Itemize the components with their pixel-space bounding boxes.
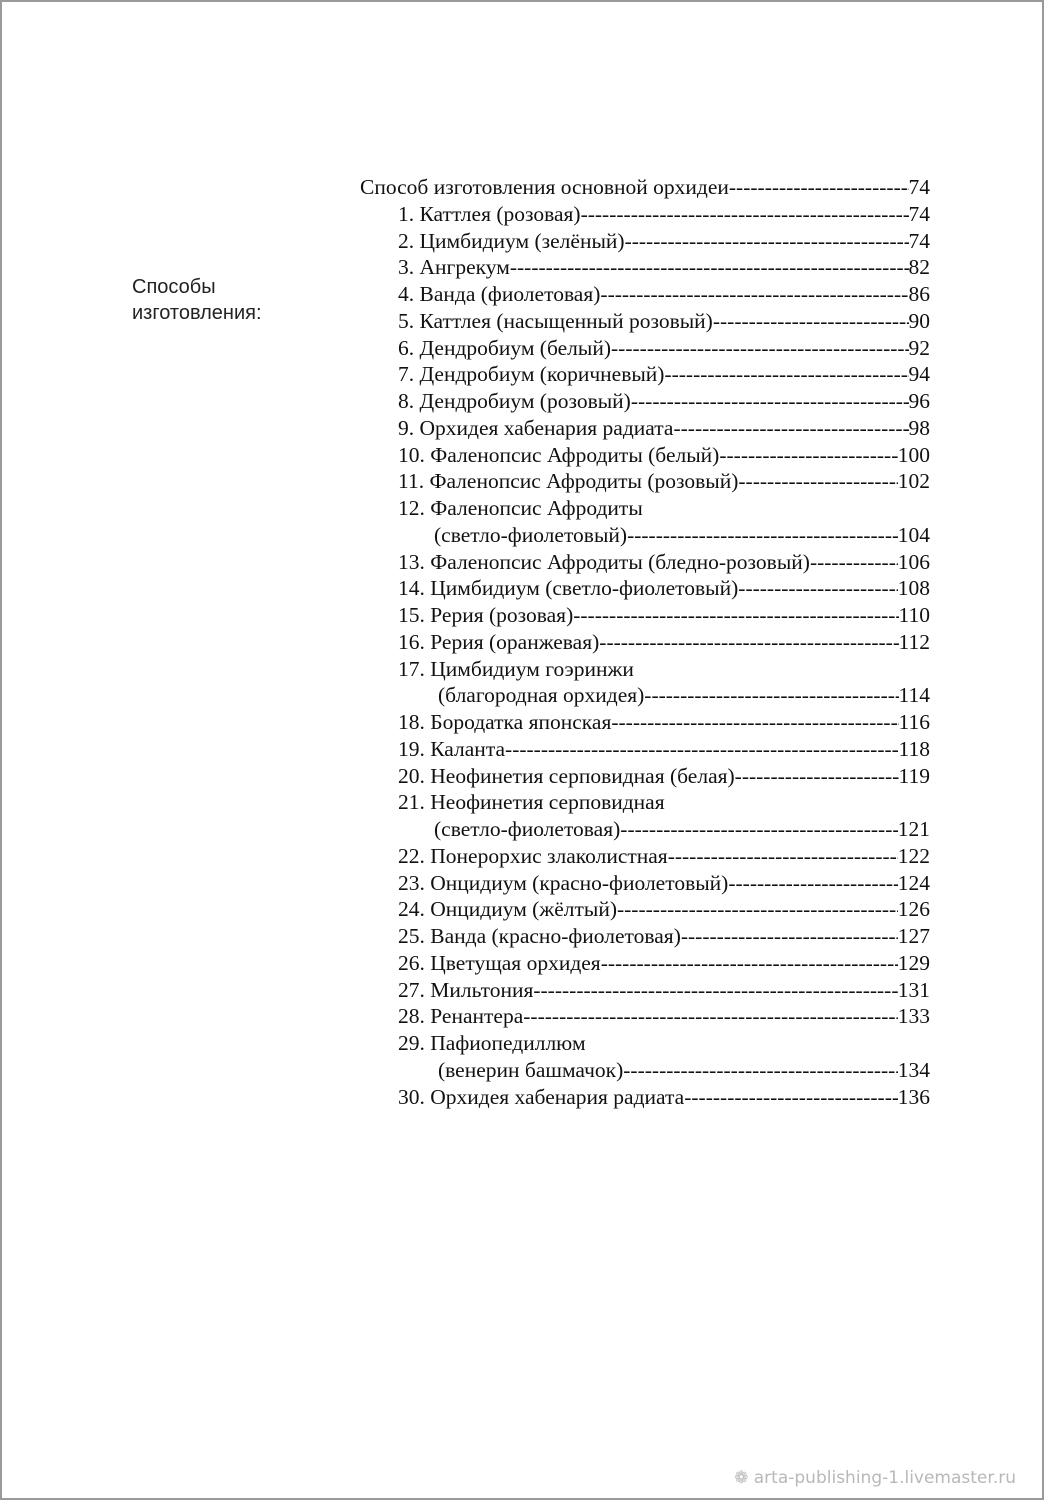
leader-dots: [735, 763, 899, 790]
watermark: [734, 1468, 1016, 1488]
leader-dots: [623, 1057, 897, 1084]
toc-entry-page: 127: [897, 924, 930, 948]
toc-entry-text: 17. Цимбидиум гоэринжи: [398, 656, 634, 681]
toc-entry-text: 6. Дендробиум (белый): [398, 335, 612, 360]
toc-entry-text: 28. Ренантера: [398, 1004, 524, 1029]
gear-icon: ❁: [734, 1468, 749, 1488]
toc-entry-continuation: [360, 682, 930, 709]
toc-entry: [360, 896, 930, 923]
leader-dots: [611, 709, 898, 736]
toc-entry-page: 126: [897, 897, 930, 922]
table-of-contents: [360, 174, 930, 1110]
leader-dots: [729, 174, 909, 201]
leader-dots: [713, 308, 909, 335]
watermark-text: arta-publishing-1.livemaster.ru: [753, 1468, 1016, 1488]
leader-dots: [581, 201, 909, 228]
toc-entry-text: 3. Ангрекум: [398, 255, 510, 280]
toc-entry: [360, 1084, 930, 1111]
toc-entry-page: 74: [908, 201, 930, 226]
toc-entry-text: 20. Неофинетия серповидная (белая): [398, 763, 735, 788]
toc-entry-page: 90: [908, 308, 930, 333]
toc-entry: [360, 923, 930, 950]
leader-dots: [681, 923, 898, 950]
toc-entry-text: 12. Фаленопсис Афродиты: [398, 496, 643, 520]
leader-dots: [620, 816, 897, 843]
leader-dots: [573, 602, 898, 629]
toc-entry-page: 110: [898, 603, 930, 627]
toc-entry-page: 74: [908, 228, 930, 253]
toc-entry-text: 21. Неофинетия серповидная: [398, 790, 665, 815]
toc-entry-page: 118: [898, 736, 930, 761]
leader-dots: [673, 415, 908, 442]
toc-entry-text: 8. Дендробиум (розовый): [398, 389, 631, 413]
toc-entry-text: 27. Мильтония: [398, 977, 534, 1002]
toc-entry-page: 112: [898, 629, 930, 654]
leader-dots: [600, 281, 908, 308]
toc-entry-page: 94: [908, 362, 930, 387]
toc-heading-text: Способ изготовления основной орхидеи: [360, 175, 729, 199]
toc-entry-text: 9. Орхидея хабенария радиата: [398, 415, 674, 440]
toc-entry-text: 24. Онцидиум (жёлтый): [398, 897, 617, 922]
leader-dots: [810, 549, 898, 576]
leader-dots: [631, 388, 909, 415]
leader-dots: [510, 254, 909, 281]
leader-dots: [611, 335, 908, 362]
toc-entry-continuation: [360, 1057, 930, 1084]
toc-entry: [360, 281, 930, 308]
toc-entry-text: 1. Каттлея (розовая): [398, 201, 581, 226]
toc-entry-page: 114: [898, 683, 930, 708]
toc-entry-page: 82: [908, 255, 930, 280]
toc-entry-cont-text: (светло-фиолетовая): [434, 817, 621, 841]
toc-entry: [360, 843, 930, 870]
toc-entry: [360, 201, 930, 228]
toc-entry-continuation: [360, 522, 930, 549]
toc-entry-page: 116: [898, 710, 930, 734]
leader-dots: [505, 736, 899, 763]
toc-entry: [360, 388, 930, 415]
toc-entry: [360, 361, 930, 388]
leader-dots: [719, 442, 897, 469]
toc-entry-text: 5. Каттлея (насыщенный розовый): [398, 308, 713, 333]
section-label-line: Способы: [132, 276, 216, 298]
toc-entry-page: 86: [908, 282, 930, 306]
leader-dots: [738, 575, 897, 602]
toc-entry-cont-text: (благородная орхидея): [438, 683, 645, 708]
leader-dots: [627, 522, 898, 549]
toc-entry-page: 102: [897, 469, 930, 494]
toc-entry: [360, 1030, 930, 1057]
toc-entry-page: 108: [897, 576, 930, 601]
toc-entry: [360, 442, 930, 469]
toc-entry-text: 19. Каланта: [398, 736, 506, 761]
leader-dots: [684, 1084, 898, 1111]
toc-entry-text: 18. Бородатка японская: [398, 710, 612, 734]
toc-entry-page: 129: [897, 950, 930, 975]
toc-entry-text: 7. Дендробиум (коричневый): [398, 362, 665, 387]
toc-entry: [360, 575, 930, 602]
toc-entry-text: 2. Цимбидиум (зелёный): [398, 228, 625, 253]
toc-entry: [360, 335, 930, 362]
toc-entry-page: 98: [908, 415, 930, 440]
toc-entry: [360, 415, 930, 442]
toc-heading-page: 74: [908, 175, 930, 199]
toc-entry-text: 26. Цветущая орхидея: [398, 950, 601, 975]
toc-entry-cont-text: (венерин башмачок): [438, 1057, 624, 1082]
leader-dots: [668, 843, 898, 870]
toc-entry-page: 106: [897, 549, 930, 574]
leader-dots: [599, 629, 898, 656]
section-label-line: изготовления:: [132, 302, 262, 324]
toc-entry-page: 121: [897, 817, 930, 841]
toc-entry: [360, 789, 930, 816]
leader-dots: [617, 896, 898, 923]
toc-entry-page: 122: [897, 843, 930, 868]
toc-entry: [360, 308, 930, 335]
toc-entry: [360, 977, 930, 1004]
toc-entry-page: 104: [897, 522, 930, 547]
toc-entry-text: 14. Цимбидиум (светло-фиолетовый): [398, 576, 739, 601]
toc-entry: [360, 709, 930, 736]
toc-entry-text: 29. Пафиопедиллюм: [398, 1031, 586, 1055]
toc-entry: [360, 1003, 930, 1030]
toc-entry-page: 119: [898, 763, 930, 788]
leader-dots: [664, 361, 908, 388]
toc-entry-page: 124: [897, 870, 930, 895]
toc-entry-page: 131: [897, 977, 930, 1002]
leader-dots: [533, 977, 897, 1004]
toc-entry-text: 10. Фаленопсис Афродиты (белый): [398, 442, 720, 467]
toc-entry-text: 4. Ванда (фиолетовая): [398, 282, 601, 306]
leader-dots: [625, 228, 909, 255]
toc-entry: [360, 468, 930, 495]
leader-dots: [738, 468, 897, 495]
toc-entry-page: 136: [897, 1084, 930, 1109]
leader-dots: [601, 950, 898, 977]
toc-entry: [360, 495, 930, 522]
toc-entry-text: 16. Рерия (оранжевая): [398, 629, 600, 654]
toc-entry-text: 22. Понерорхис злаколистная: [398, 843, 668, 868]
toc-entry-page: 96: [908, 389, 930, 413]
toc-entry-text: 15. Рерия (розовая): [398, 603, 574, 627]
leader-dots: [728, 870, 897, 897]
toc-entry: [360, 629, 930, 656]
toc-entry: [360, 763, 930, 790]
toc-entry: [360, 656, 930, 683]
toc-entry: [360, 549, 930, 576]
toc-entry-page: 92: [908, 335, 930, 360]
toc-entry: [360, 870, 930, 897]
toc-entry-text: 13. Фаленопсис Афродиты (бледно-розовый): [398, 549, 810, 574]
toc-entry: [360, 736, 930, 763]
toc-entry-text: 30. Орхидея хабенария радиата: [398, 1084, 685, 1109]
leader-dots: [644, 682, 898, 709]
toc-entry-page: 134: [897, 1057, 930, 1082]
section-label: [132, 274, 262, 326]
toc-entry-text: 23. Онцидиум (красно-фиолетовый): [398, 870, 729, 895]
leader-dots: [523, 1003, 897, 1030]
toc-entry-text: 11. Фаленопсис Афродиты (розовый): [398, 469, 739, 494]
toc-entry-page: 100: [897, 442, 930, 467]
toc-entry: [360, 254, 930, 281]
toc-entry-text: 25. Ванда (красно-фиолетовая): [398, 924, 681, 948]
toc-heading: [360, 174, 930, 201]
toc-entry-continuation: [360, 816, 930, 843]
toc-entry: [360, 228, 930, 255]
toc-entry: [360, 602, 930, 629]
toc-entry-cont-text: (светло-фиолетовый): [434, 522, 628, 547]
toc-entry: [360, 950, 930, 977]
toc-entry-page: 133: [897, 1004, 930, 1029]
